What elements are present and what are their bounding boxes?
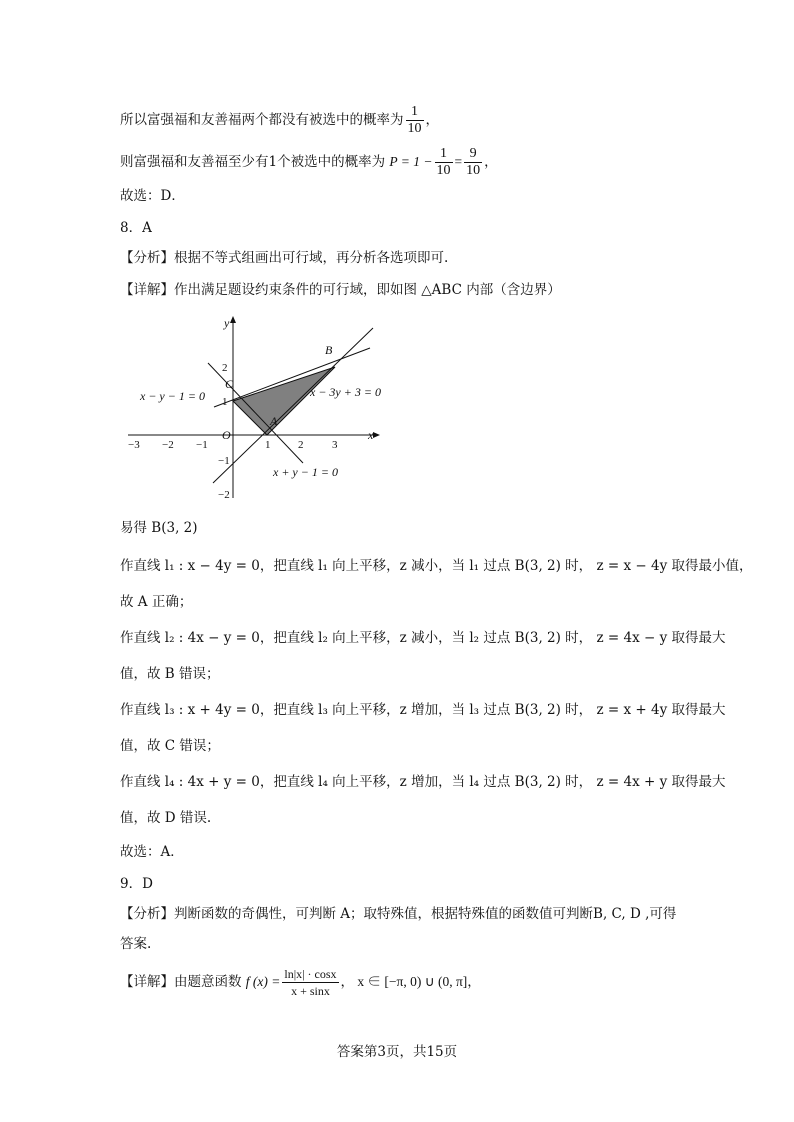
y-axis-arrow [230, 316, 236, 323]
option-b-line: 作直线 l₂ : 4x − y = 0，把直线 l₂ 向上平移，z 减小，当 l₂ 过点 B(3, 2) 时， z = 4x − y 取得最大 [120, 630, 726, 646]
x-tick: −1 [196, 439, 208, 451]
question-8-header: 8．A [120, 220, 152, 236]
equation-label: x − 3y + 3 = 0 [310, 385, 381, 399]
text: ， [484, 154, 498, 170]
probability-line-1 [120, 104, 439, 137]
text: 则富强福和友善福至少有1个被选中的概率为 [120, 154, 386, 170]
y-tick: 2 [222, 362, 228, 374]
denominator: 10 [466, 163, 481, 178]
function-name: f (x) = [245, 974, 281, 989]
answer-line: 故选：A． [120, 844, 184, 860]
feasible-region-graph [118, 308, 388, 498]
probability-line-2 [120, 146, 498, 179]
domain: ， x ∈ [−π, 0) ∪ (0, π]， [340, 974, 481, 989]
x-tick: −2 [162, 439, 174, 451]
triangle-abc [233, 367, 335, 435]
denominator: 10 [436, 163, 451, 178]
numerator: 1 [435, 146, 453, 163]
y-axis-label: y [224, 316, 230, 330]
point-b-label: B [325, 343, 333, 357]
point-c-label: C [225, 377, 234, 391]
text: 所以富强福和友善福两个都没有被选中的概率为 [120, 112, 404, 128]
fraction [464, 146, 482, 179]
detail-9 [120, 966, 481, 999]
option-d-conclusion: 值，故 D 错误. [120, 810, 212, 826]
numerator: ln|x| · cosx [284, 967, 337, 981]
text: ， [425, 112, 439, 128]
analysis-9: 【分析】判断函数的奇偶性，可判断 A；取特殊值，根据特殊值的函数值可判断B, C, D ,可得 [120, 906, 677, 922]
equation-label: x − y − 1 = 0 [140, 389, 205, 403]
y-tick: −1 [218, 455, 230, 467]
question-9-header: 9．D [120, 876, 153, 892]
option-a-line: 作直线 l₁ : x − 4y = 0，把直线 l₁ 向上平移，z 减小，当 l₁ 过点 B(3, 2) 时， z = x − 4y 取得最小值， [120, 558, 753, 574]
option-c-line: 作直线 l₃ : x + 4y = 0，把直线 l₃ 向上平移，z 增加，当 l₃ 过点 B(3, 2) 时， z = x + 4y 取得最大 [120, 702, 726, 718]
point-b-result: 易得 B(3, 2) [120, 520, 198, 536]
equals: = [454, 154, 463, 169]
origin-label: O [222, 428, 231, 442]
analysis-9-cont: 答案. [120, 936, 152, 952]
option-a-conclusion: 故 A 正确； [120, 594, 193, 610]
y-tick: 1 [222, 396, 228, 408]
denominator: x + sinx [291, 984, 330, 998]
detail-8: 【详解】作出满足题设约束条件的可行域，即如图 △ABC 内部（含边界） [120, 282, 561, 298]
analysis-8: 【分析】根据不等式组画出可行域，再分析各选项即可. [120, 250, 449, 266]
x-axis-label: x [368, 428, 374, 442]
x-tick: 3 [332, 439, 338, 451]
answer-line: 故选：D． [120, 188, 185, 204]
x-tick: −3 [128, 439, 140, 451]
fraction [435, 146, 453, 179]
option-d-line: 作直线 l₄ : 4x + y = 0，把直线 l₄ 向上平移，z 增加，当 l₄ 过点 B(3, 2) 时， z = 4x + y 取得最大 [120, 774, 726, 790]
x-tick: 1 [265, 439, 271, 451]
option-c-conclusion: 值，故 C 错误； [120, 738, 220, 754]
denominator: 10 [407, 121, 422, 136]
fraction [282, 966, 338, 999]
fraction [406, 104, 424, 137]
x-tick: 2 [298, 439, 304, 451]
equation-label: x + y − 1 = 0 [273, 465, 338, 479]
x-axis-arrow [373, 432, 380, 438]
numerator: 9 [464, 146, 482, 163]
point-a-label: A [270, 414, 278, 428]
page-footer: 答案第3页，共15页 [336, 1044, 458, 1060]
y-tick: −2 [218, 489, 230, 498]
option-b-conclusion: 值，故 B 错误； [120, 666, 220, 682]
numerator: 1 [406, 104, 424, 121]
equation: P = 1 − [389, 154, 433, 169]
text: 【详解】由题意函数 [120, 974, 242, 990]
